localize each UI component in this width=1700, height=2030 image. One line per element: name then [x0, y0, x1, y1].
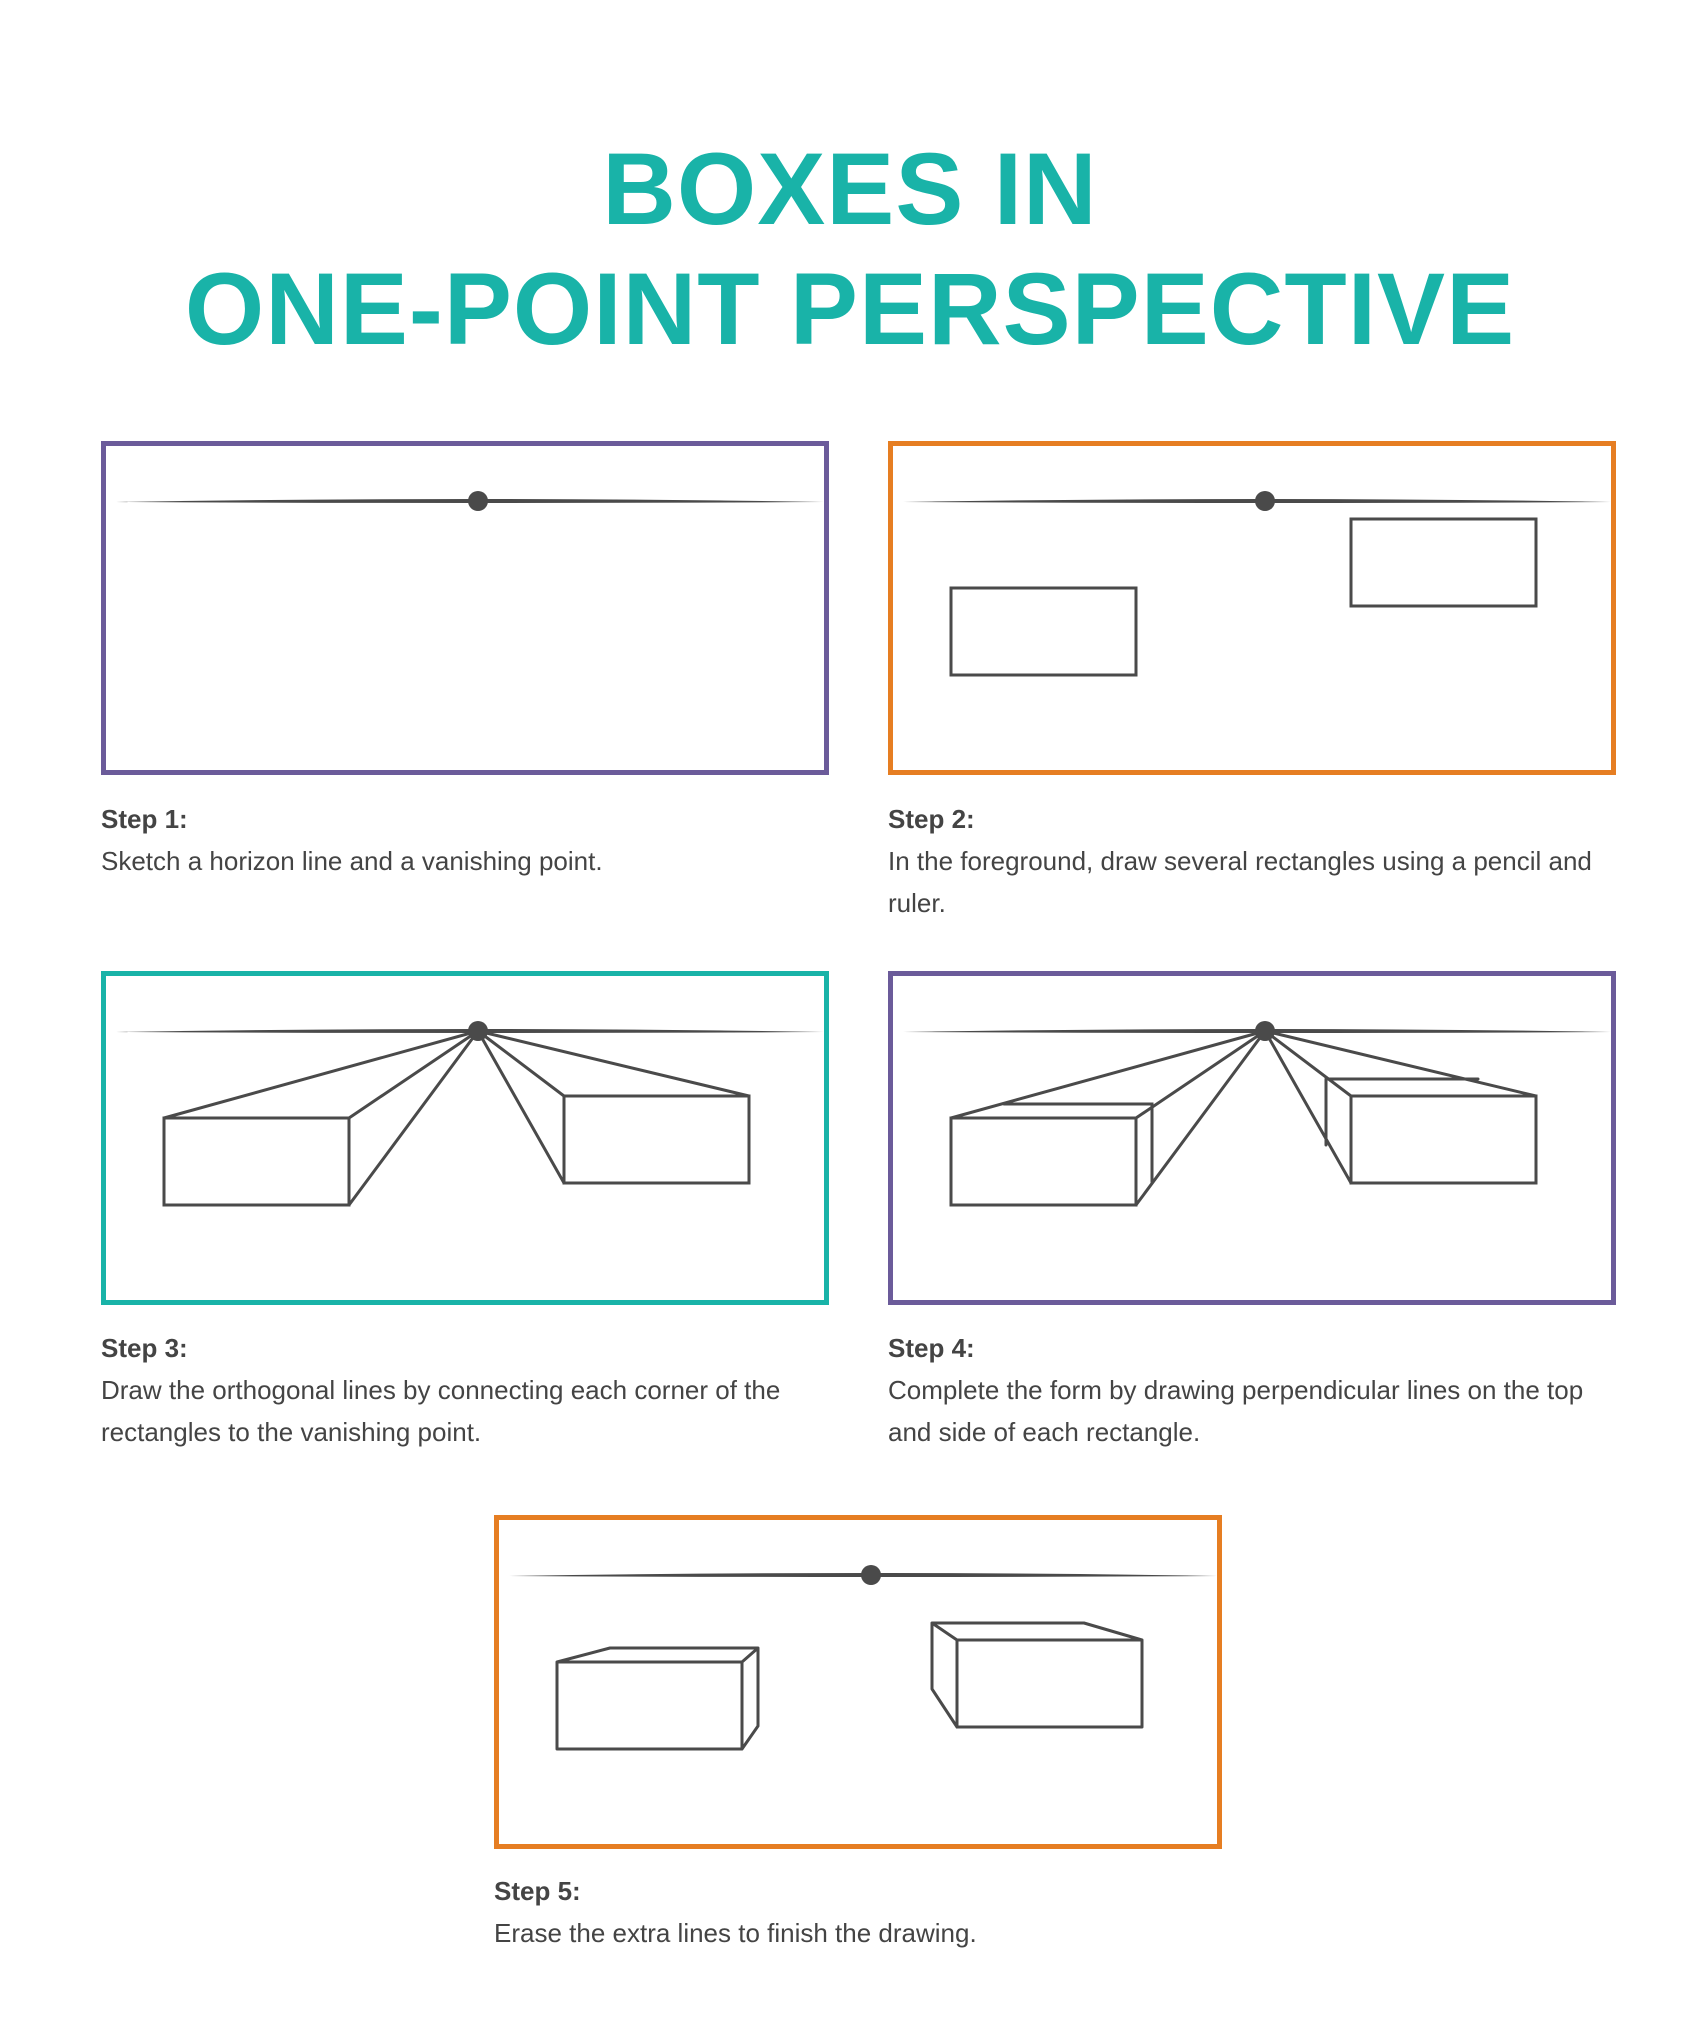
step-4-illustration — [888, 971, 1616, 1305]
box-right-back — [1326, 1079, 1478, 1145]
step-5-text: Erase the extra lines to finish the drawing. — [494, 1918, 977, 1948]
step-2-text: In the foreground, draw several rectangles using a pencil and ruler. — [888, 846, 1592, 918]
vanishing-point — [468, 1021, 488, 1041]
step-3-text: Draw the orthogonal lines by connecting each corner of the rectangles to the vanishing point. — [101, 1375, 781, 1447]
step-4-caption — [888, 1327, 1628, 1453]
step-3-label: Step 3: — [101, 1333, 188, 1363]
step-3-drawing — [106, 976, 824, 1300]
step-5-label: Step 5: — [494, 1876, 581, 1906]
vanishing-point — [1255, 491, 1275, 511]
step-2-illustration — [888, 441, 1616, 775]
step-5-illustration — [494, 1515, 1222, 1849]
box-left-front — [951, 1118, 1136, 1205]
step-1-drawing — [106, 446, 824, 770]
step-2-label: Step 2: — [888, 804, 975, 834]
step-5-drawing — [499, 1520, 1217, 1844]
step-1-text: Sketch a horizon line and a vanishing point. — [101, 846, 603, 876]
rectangle-left — [951, 588, 1136, 675]
step-4-text: Complete the form by drawing perpendicular lines on the top and side of each rectangle. — [888, 1375, 1584, 1447]
step-5-caption — [494, 1870, 1234, 1954]
step-4-label: Step 4: — [888, 1333, 975, 1363]
step-2-caption — [888, 798, 1608, 924]
step-1-illustration — [101, 441, 829, 775]
rectangle-left — [164, 1118, 349, 1205]
step-2-drawing — [893, 446, 1611, 770]
vanishing-point — [468, 491, 488, 511]
box-left-back — [1004, 1104, 1152, 1182]
box-right-front — [1351, 1096, 1536, 1183]
page-title-line-1: BOXES IN — [602, 132, 1098, 246]
step-3-caption — [101, 1327, 841, 1453]
rectangle-right — [564, 1096, 749, 1183]
step-1-caption — [101, 798, 861, 882]
step-1-label: Step 1: — [101, 804, 188, 834]
page-title-line-2: ONE-POINT PERSPECTIVE — [184, 252, 1516, 366]
step-3-illustration — [101, 971, 829, 1305]
vanishing-point — [861, 1565, 881, 1585]
finished-box-left — [557, 1648, 758, 1749]
step-4-drawing — [893, 976, 1611, 1300]
finished-box-right — [932, 1623, 1142, 1727]
rectangle-right — [1351, 519, 1536, 606]
vanishing-point — [1255, 1021, 1275, 1041]
